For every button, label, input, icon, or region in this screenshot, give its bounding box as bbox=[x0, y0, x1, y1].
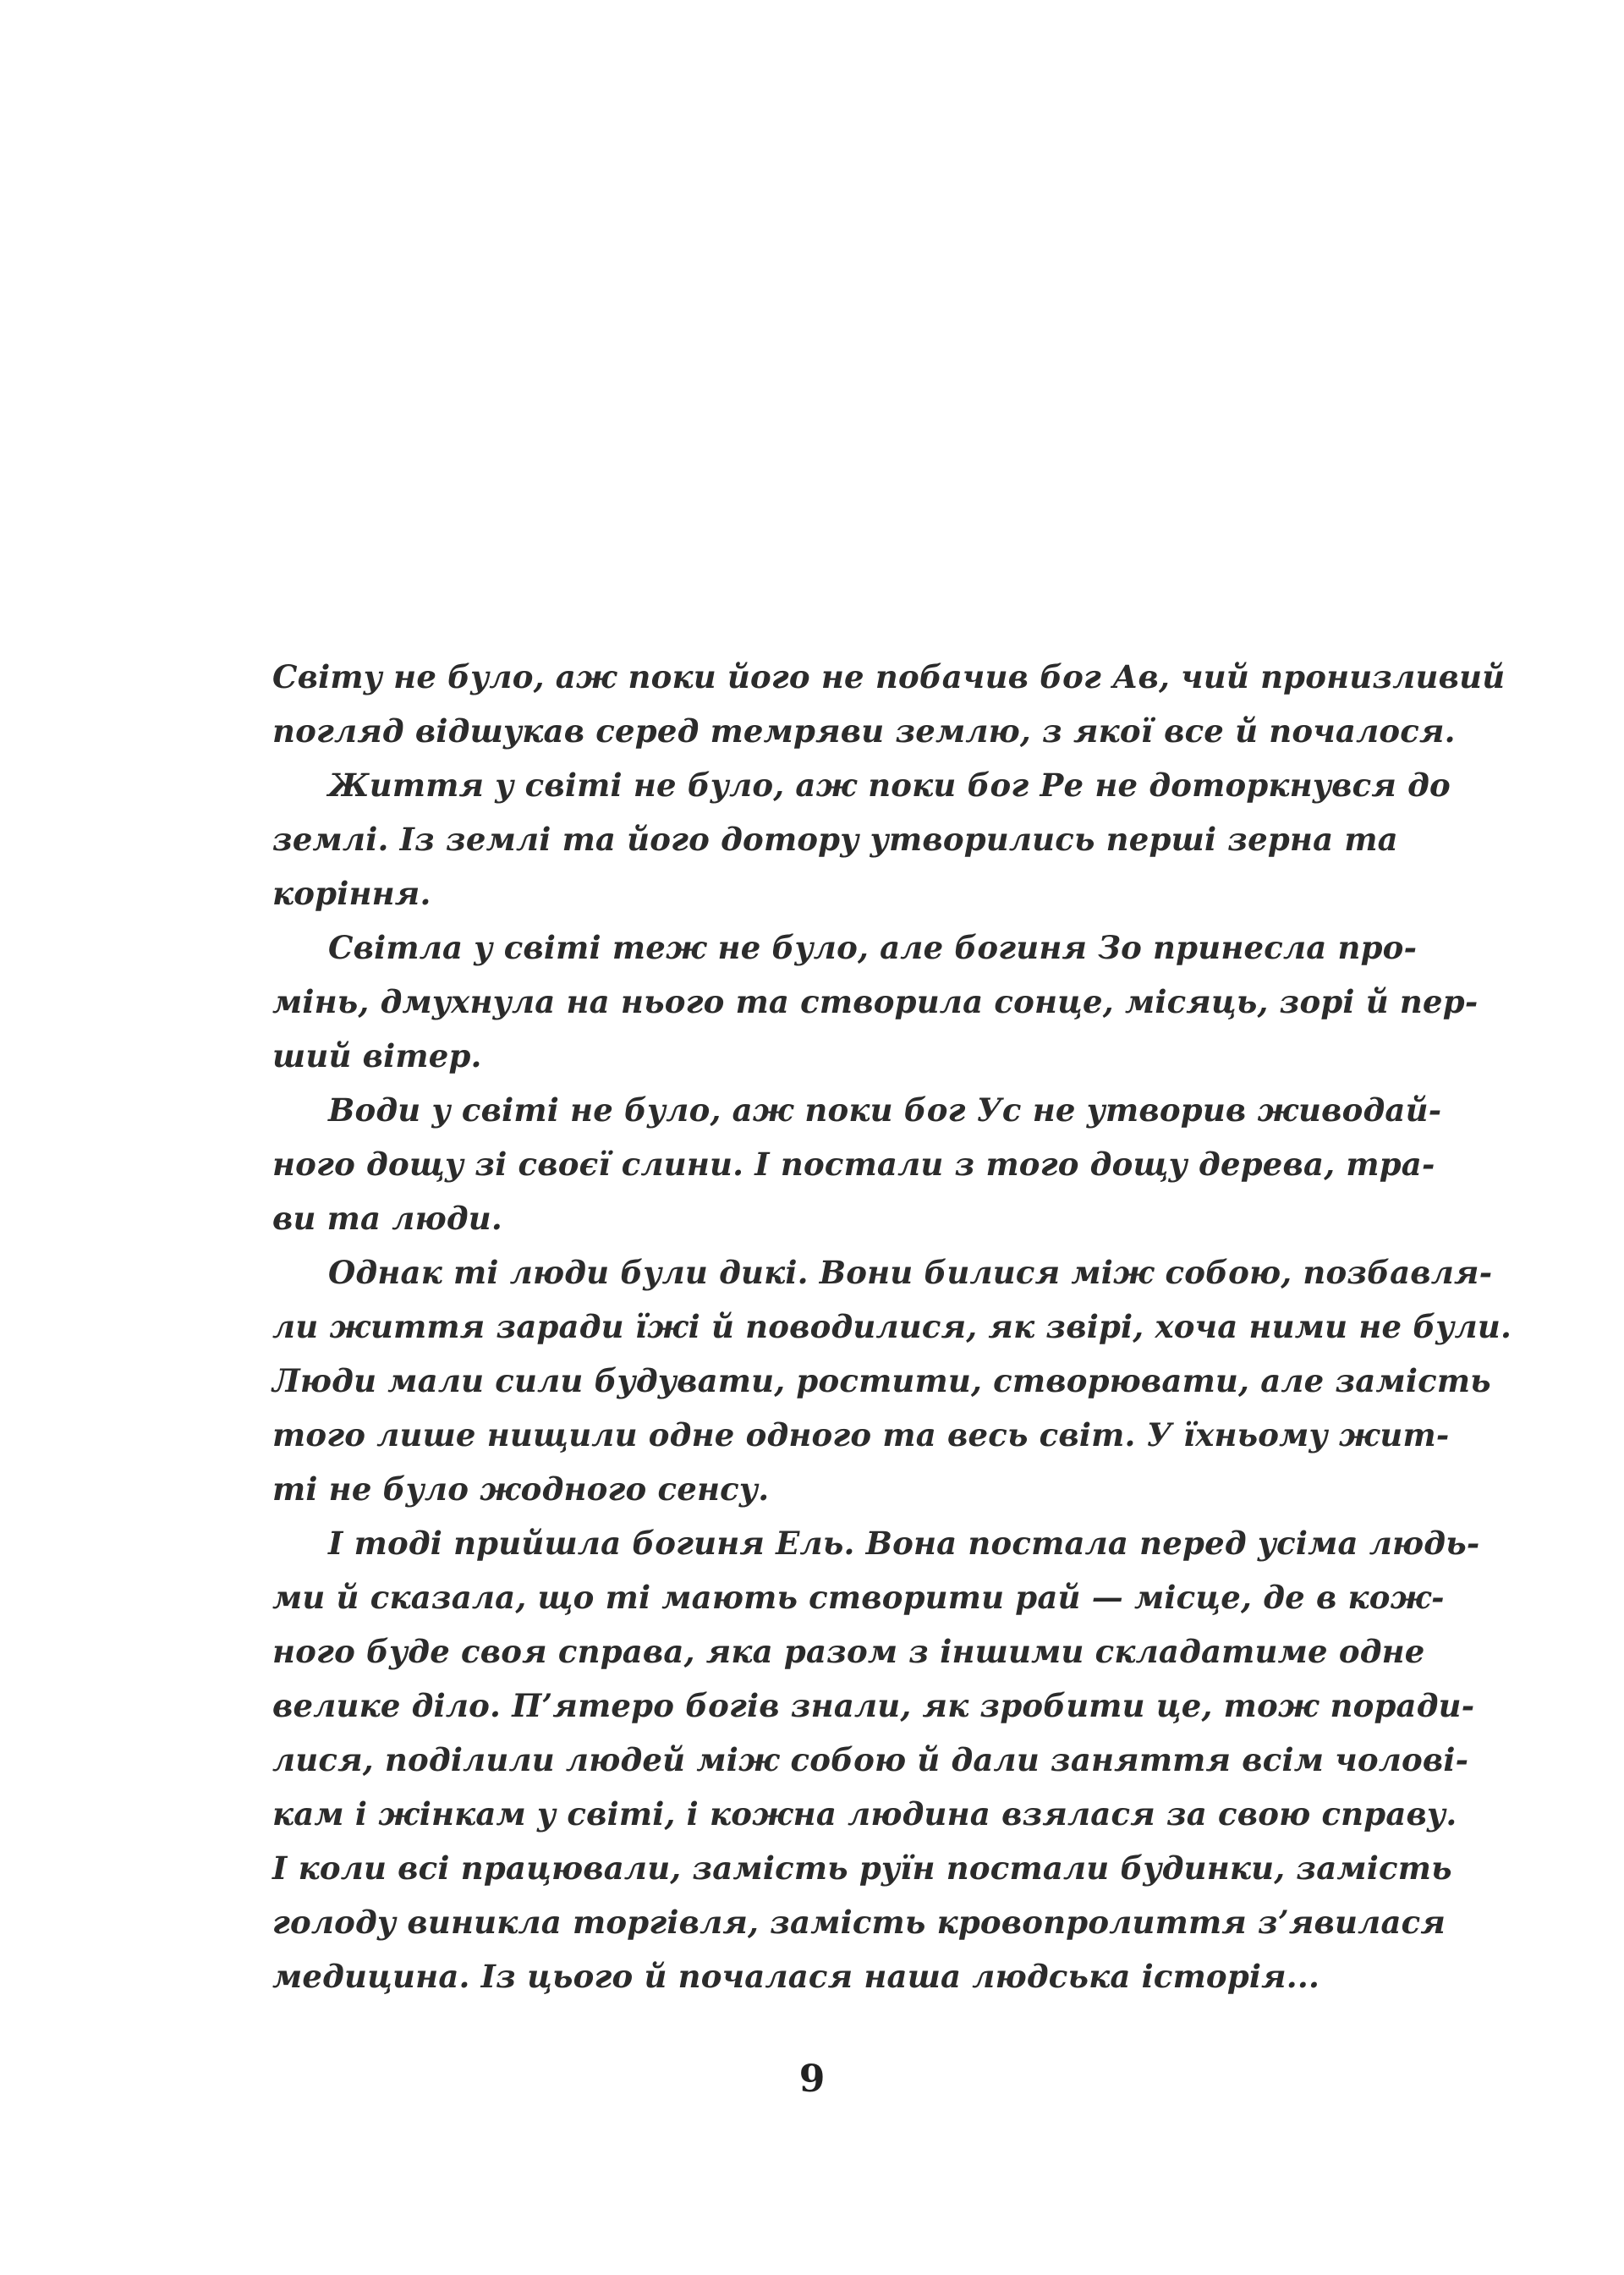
text-line: Світла у світі теж не було, але богиня Зо принесла про- bbox=[328, 929, 1418, 966]
text-line: ми й сказала, що ті мають створити рай — місце, де в кож- bbox=[272, 1579, 1445, 1616]
text-line: ви та люди. bbox=[272, 1200, 502, 1237]
text-line: Однак ті люди були дикі. Вони билися між собою, позбавля- bbox=[328, 1254, 1493, 1291]
text-line: голоду виникла торгівля, замість кровопролиття з’явилася bbox=[272, 1904, 1446, 1941]
text-line: лися, поділили людей між собою й дали заняття всім чолові- bbox=[272, 1741, 1469, 1778]
text-line: медицина. Із цього й почалася наша людська історія... bbox=[272, 1958, 1320, 1995]
page-number: 9 bbox=[798, 2058, 826, 2101]
text-line: ного дощу зі своєї слини. І постали з того дощу дерева, тра- bbox=[272, 1146, 1435, 1183]
text-line: того лише нищили одне одного та весь світ. У їхньому жит- bbox=[272, 1416, 1450, 1453]
text-line: Життя у світі не було, аж поки бог Ре не доторкнувся до bbox=[328, 767, 1451, 804]
text-line: Води у світі не було, аж поки бог Ус не утворив живодай- bbox=[328, 1091, 1442, 1129]
text-line: погляд відшукав серед темряви землю, з якої все й почалося. bbox=[272, 712, 1456, 750]
text-line: ного буде своя справа, яка разом з іншими складатиме одне bbox=[272, 1633, 1425, 1670]
text-line: ший вітер. bbox=[272, 1037, 482, 1074]
text-line: І тоді прийшла богиня Ель. Вона постала перед усіма людь- bbox=[328, 1525, 1480, 1562]
text-line: мінь, дмухнула на нього та створила сонце, місяць, зорі й пер- bbox=[272, 983, 1479, 1020]
text-line: кам і жінкам у світі, і кожна людина взялася за свою справу. bbox=[272, 1795, 1457, 1833]
text-line: велике діло. П’ятеро богів знали, як зробити це, тож поради- bbox=[272, 1687, 1475, 1724]
text-line: землі. Із землі та його дотору утворились перші зерна та bbox=[272, 821, 1398, 858]
text-line: ли життя заради їжі й поводилися, як звірі, хоча ними не були. bbox=[272, 1308, 1512, 1345]
text-line: Світу не було, аж поки його не побачив бог Ав, чий пронизливий bbox=[272, 658, 1506, 695]
text-line: Люди мали сили будувати, ростити, створювати, але замість bbox=[272, 1362, 1491, 1399]
text-line: І коли всі працювали, замість руїн постали будинки, замість bbox=[272, 1849, 1452, 1887]
body-text bbox=[272, 650, 1512, 2003]
text-line: коріння. bbox=[272, 875, 431, 912]
text-line: ті не було жодного сенсу. bbox=[272, 1470, 770, 1508]
